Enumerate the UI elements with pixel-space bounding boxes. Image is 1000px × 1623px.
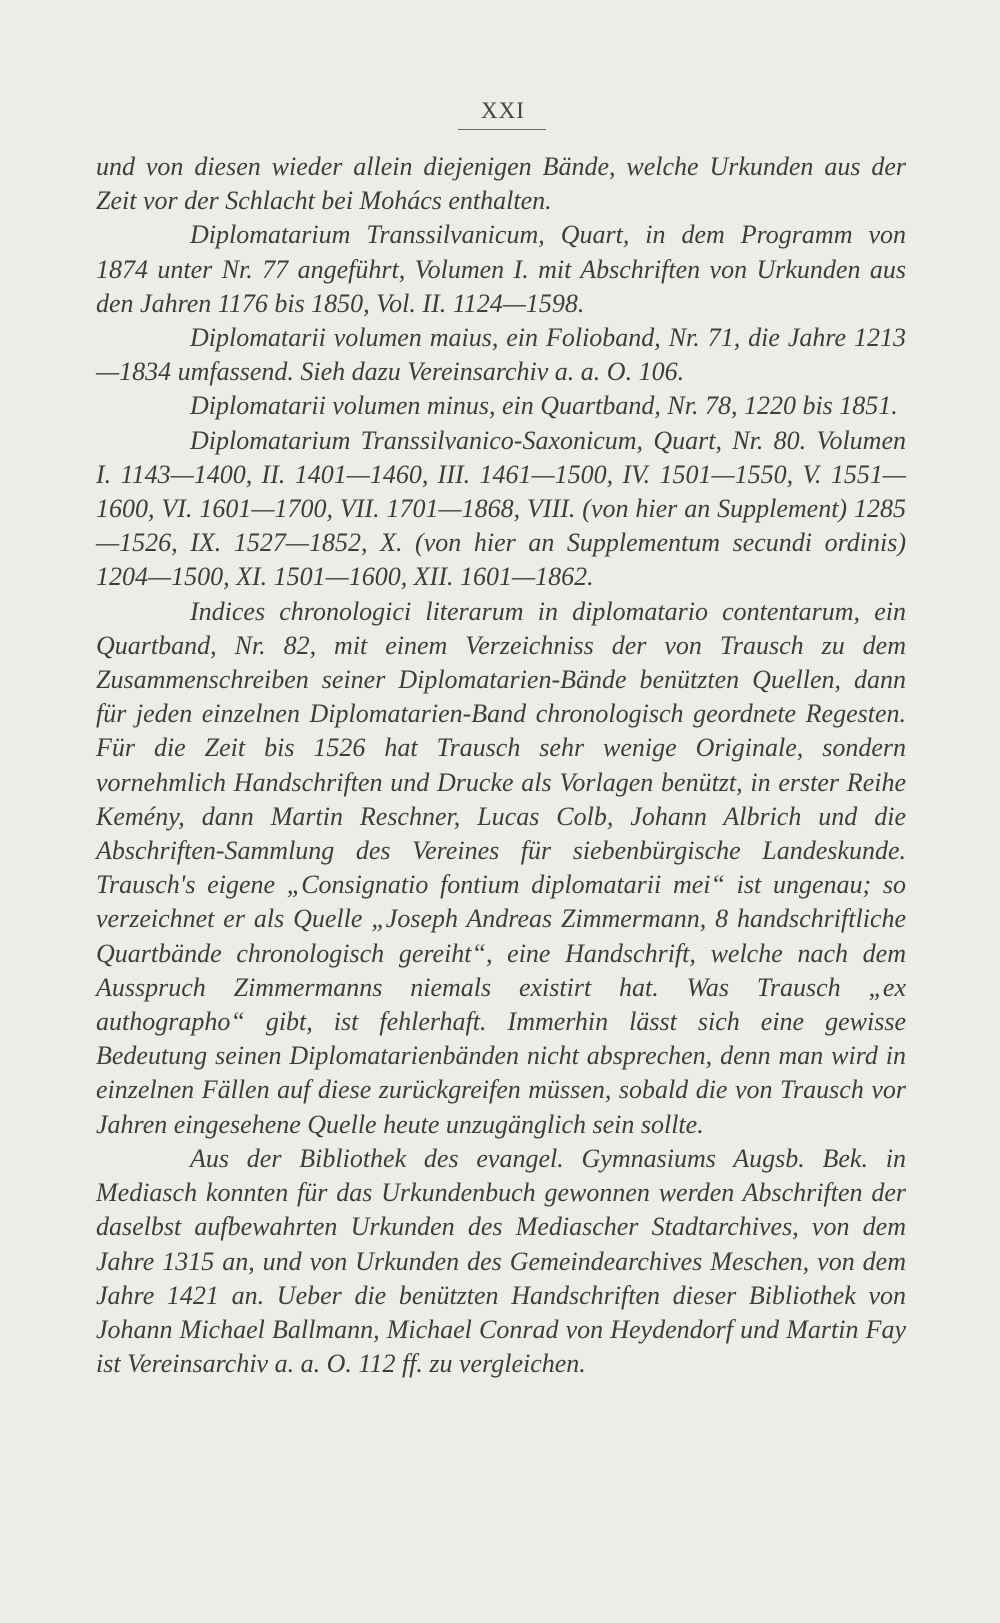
paragraph-transsilvanico-saxonicum: Diplomatarium Transsilvanico-Saxonicum, Quart, Nr. 80. Volumen I. 1143—1400, II. 1401—1460, III. 1461—1500, IV. 1501—1550, V. 1551—1600, VI. 1601—1700, VII. 1701—1868, VIII. (von hier an Supplement) 1285—1526, IX. 1527—1852, X. (von hier an Supplementum secundi ordinis) 1204—1500, XI. 1501—1600, XII. 1601—1862. [96,425,906,592]
paragraph-indices-chronologici: Indices chronologici literarum in diplomatario contentarum, ein Quartband, Nr. 82, mit einem Verzeichniss der von Trausch zu dem Zusammenschreiben seiner Diplomatarien-Bände benützten Quellen, dann für jeden einzelnen Diplomatarien-Band chronologisch geordnete Regesten. Für die Zeit bis 1526 hat Trausch sehr wenige Originale, sondern vornehmlich Handschriften und Drucke als Vorlagen benützt, in erster Reihe Kemény, dann Martin Reschner, Lucas Colb, Johann Albrich und die Abschriften-Sammlung des Vereines für siebenbürgische Landeskunde. Trausch's eigene „Consignatio fontium diplomatarii mei“ ist ungenau; so verzeichnet er als Quelle „Joseph Andreas Zimmermann, 8 handschriftliche Quartbände chronologisch gereiht“, eine Handschrift, welche nach dem Ausspruch Zimmermanns niemals existirt hat. Was Trausch „ex authographo“ gibt, ist fehlerhaft. Immerhin lässt sich eine gewisse Bedeutung seinen Diplomatarienbänden nicht absprechen, denn man wird in einzelnen Fällen auf diese zurückgreifen müssen, sobald die von Trausch vor Jahren eingesehene Quelle heute unzugänglich sein sollte. [96,596,906,1139]
paragraph-diplomatarium-transsilvanicum: Diplomatarium Transsilvanicum, Quart, in dem Programm von 1874 unter Nr. 77 angeführt, Volumen I. mit Abschriften von Urkunden aus den Jahren 1176 bis 1850, Vol. II. 1124—1598. [96,220,906,318]
paragraph-volumen-maius: Diplomatarii volumen maius, ein Folioband, Nr. 71, die Jahre 1213—1834 umfassend. Sieh dazu Vereinsarchiv a. a. O. 106. [96,323,906,387]
paragraph-bibliothek-mediasch: Aus der Bibliothek des evangel. Gymnasiums Augsb. Bek. in Mediasch konnten für das Urkundenbuch gewonnen werden Abschriften der daselbst aufbewahrten Urkunden des Mediascher Stadtarchives, von dem Jahre 1315 an, und von Urkunden des Gemeindearchives Meschen, von dem Jahre 1421 an. Ueber die benützten Handschriften dieser Bibliothek von Johann Michael Ballmann, Michael Conrad von Heydendorf und Martin Fay ist Vereinsarchiv a. a. O. 112 ff. zu vergleichen. [96,1143,906,1379]
paragraph-volumen-minus: Diplomatarii volumen minus, ein Quartband, Nr. 78, 1220 bis 1851. [190,391,898,421]
page-number: XXI [481,98,525,123]
paragraph-continuation: und von diesen wieder allein diejenigen Bände, welche Urkunden aus der Zeit vor der Schlacht bei Mohács enthalten. [96,152,906,216]
body-text [96,150,906,1381]
header-rule [458,129,546,130]
